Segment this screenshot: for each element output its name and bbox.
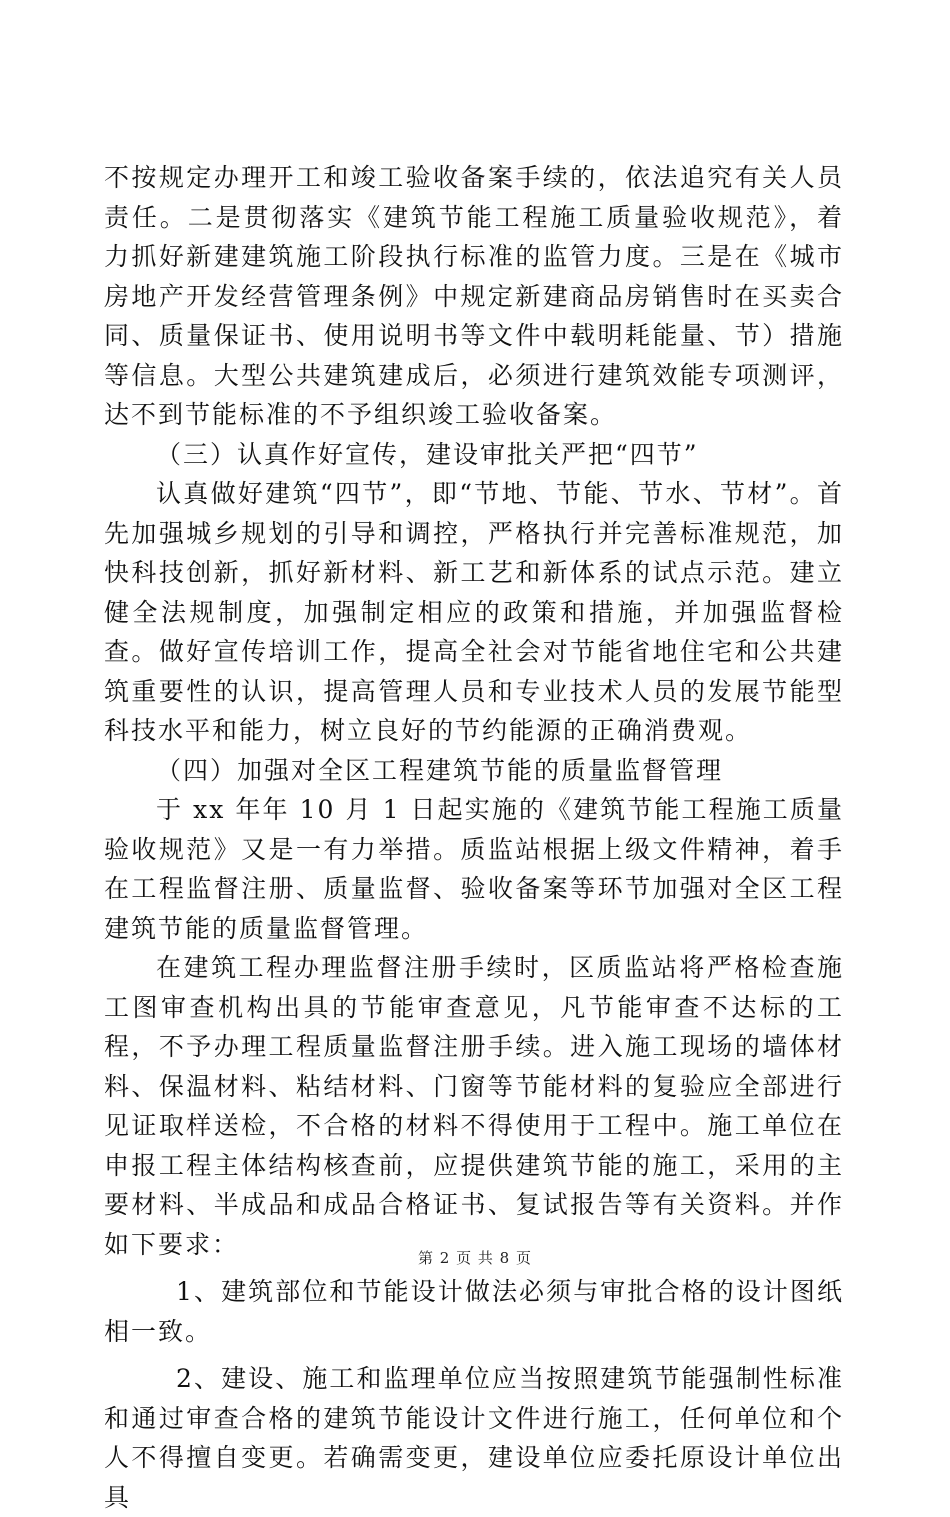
paragraph-standard-implementation: 于 xx 年年 10 月 1 日起实施的《建筑节能工程施工质量验收规范》又是一有力举措。质监站根据上级文件精神，着手在工程监督注册、质量监督、验收备案等环节加强对全区工程建筑节能的质量监督管理。 xyxy=(104,795,844,943)
page-footer: 第 2 页 共 8 页 xyxy=(418,1249,532,1267)
section-heading-three: （三）认真作好宣传，建设审批关严把“四节” xyxy=(156,439,699,469)
section-heading-four: （四）加强对全区工程建筑节能的质量监督管理 xyxy=(156,755,724,785)
paragraph-continuation: 不按规定办理开工和竣工验收备案手续的，依法追究有关人员责任。二是贯彻落实《建筑节能工程施工质量验收规范》，着力抓好新建建筑施工阶段执行标准的监管力度。三是在《城市房地产开发经营管理条例》中规定新建商品房销售时在买卖合同、质量保证书、使用说明书等文件中载明耗能量、节）措施等信息。大型公共建筑建成后，必须进行建筑效能专项测评，达不到节能标准的不予组织竣工验收备案。 xyxy=(104,163,844,429)
paragraph-supervision-registration: 在建筑工程办理监督注册手续时，区质监站将严格检查施工图审查机构出具的节能审查意见，凡节能审查不达标的工程，不予办理工程质量监督注册手续。进入施工现场的墙体材料、保温材料、粘结材料、门窗等节能材料的复验应全部进行见证取样送检，不合格的材料不得使用于工程中。施工单位在申报工程主体结构核查前，应提供建筑节能的施工，采用的主要材料、半成品和成品合格证书、复试报告等有关资料。并作如下要求： xyxy=(104,953,844,1259)
list-item-2: 2、建设、施工和监理单位应当按照建筑节能强制性标准和通过审查合格的建筑节能设计文件进行施工，任何单位和个人不得擅自变更。若确需变更，建设单位应委托原设计单位出具 xyxy=(104,1364,844,1512)
paragraph-four-savings: 认真做好建筑“四节”，即“节地、节能、节水、节材”。首先加强城乡规划的引导和调控，严格执行并完善标准规范，加快科技创新，抓好新材料、新工艺和新体系的试点示范。建立健全法规制度，加强制定相应的政策和措施，并加强监督检查。做好宣传培训工作，提高全社会对节能省地住宅和公共建筑重要性的认识，提高管理人员和专业技术人员的发展节能型科技水平和能力，树立良好的节约能源的正确消费观。 xyxy=(104,479,844,745)
document-body xyxy=(104,158,844,1517)
list-item-1: 1、建筑部位和节能设计做法必须与审批合格的设计图纸相一致。 xyxy=(104,1277,844,1346)
